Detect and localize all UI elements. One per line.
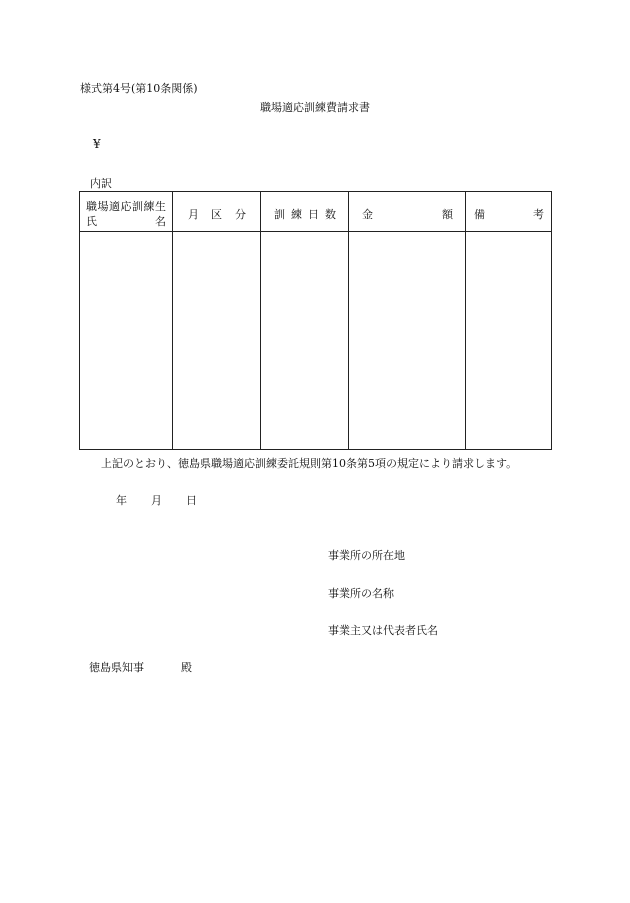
header-days-char1: 訓 bbox=[274, 208, 285, 221]
addressee-honorific: 殿 bbox=[181, 661, 192, 674]
applicant-name-label: 事業所の名称 bbox=[328, 587, 394, 600]
claim-statement: 上記のとおり、徳島県職場適応訓練委託規則第10条第5項の規定により請求します。 bbox=[101, 457, 518, 470]
header-days-char4: 数 bbox=[325, 208, 336, 221]
cell-remarks[interactable] bbox=[466, 232, 552, 450]
header-trainee-name bbox=[80, 192, 173, 232]
header-month-char1: 月 bbox=[188, 208, 199, 221]
cell-amount[interactable] bbox=[349, 232, 466, 450]
header-days-char2: 練 bbox=[291, 208, 302, 221]
header-remarks-char1: 備 bbox=[474, 208, 485, 221]
header-month-char2: 区 bbox=[211, 208, 222, 221]
cell-training-days[interactable] bbox=[261, 232, 349, 450]
header-month-category bbox=[173, 192, 261, 232]
date-day-label: 日 bbox=[186, 494, 197, 507]
addressee: 徳島県知事 bbox=[89, 661, 144, 674]
header-trainee-name-mei: 名 bbox=[155, 215, 166, 228]
cell-trainee-name[interactable] bbox=[80, 232, 173, 450]
yen-amount-field: ¥ bbox=[93, 137, 101, 151]
header-month-char3: 分 bbox=[235, 208, 246, 221]
form-number: 様式第4号(第10条関係) bbox=[80, 82, 198, 95]
breakdown-table bbox=[79, 191, 552, 450]
applicant-address-label: 事業所の所在地 bbox=[328, 549, 405, 562]
date-month-label: 月 bbox=[151, 494, 162, 507]
header-amount-char1: 金 bbox=[362, 208, 373, 221]
date-line bbox=[116, 492, 197, 508]
table-header-row bbox=[80, 192, 552, 232]
header-training-days bbox=[261, 192, 349, 232]
cell-month-category[interactable] bbox=[173, 232, 261, 450]
header-amount-char2: 額 bbox=[442, 208, 453, 221]
document-title: 職場適応訓練費請求書 bbox=[260, 101, 370, 114]
header-amount bbox=[349, 192, 466, 232]
header-remarks-char2: 考 bbox=[533, 208, 544, 221]
header-remarks bbox=[466, 192, 552, 232]
header-days-char3: 日 bbox=[308, 208, 319, 221]
table-row bbox=[80, 232, 552, 450]
breakdown-label: 内訳 bbox=[90, 177, 112, 190]
header-trainee-name-shi: 氏 bbox=[86, 215, 97, 228]
header-trainee-name-line1: 職場適応訓練生 bbox=[86, 200, 167, 213]
applicant-representative-label: 事業主又は代表者氏名 bbox=[328, 624, 438, 637]
date-year-label: 年 bbox=[116, 494, 127, 507]
